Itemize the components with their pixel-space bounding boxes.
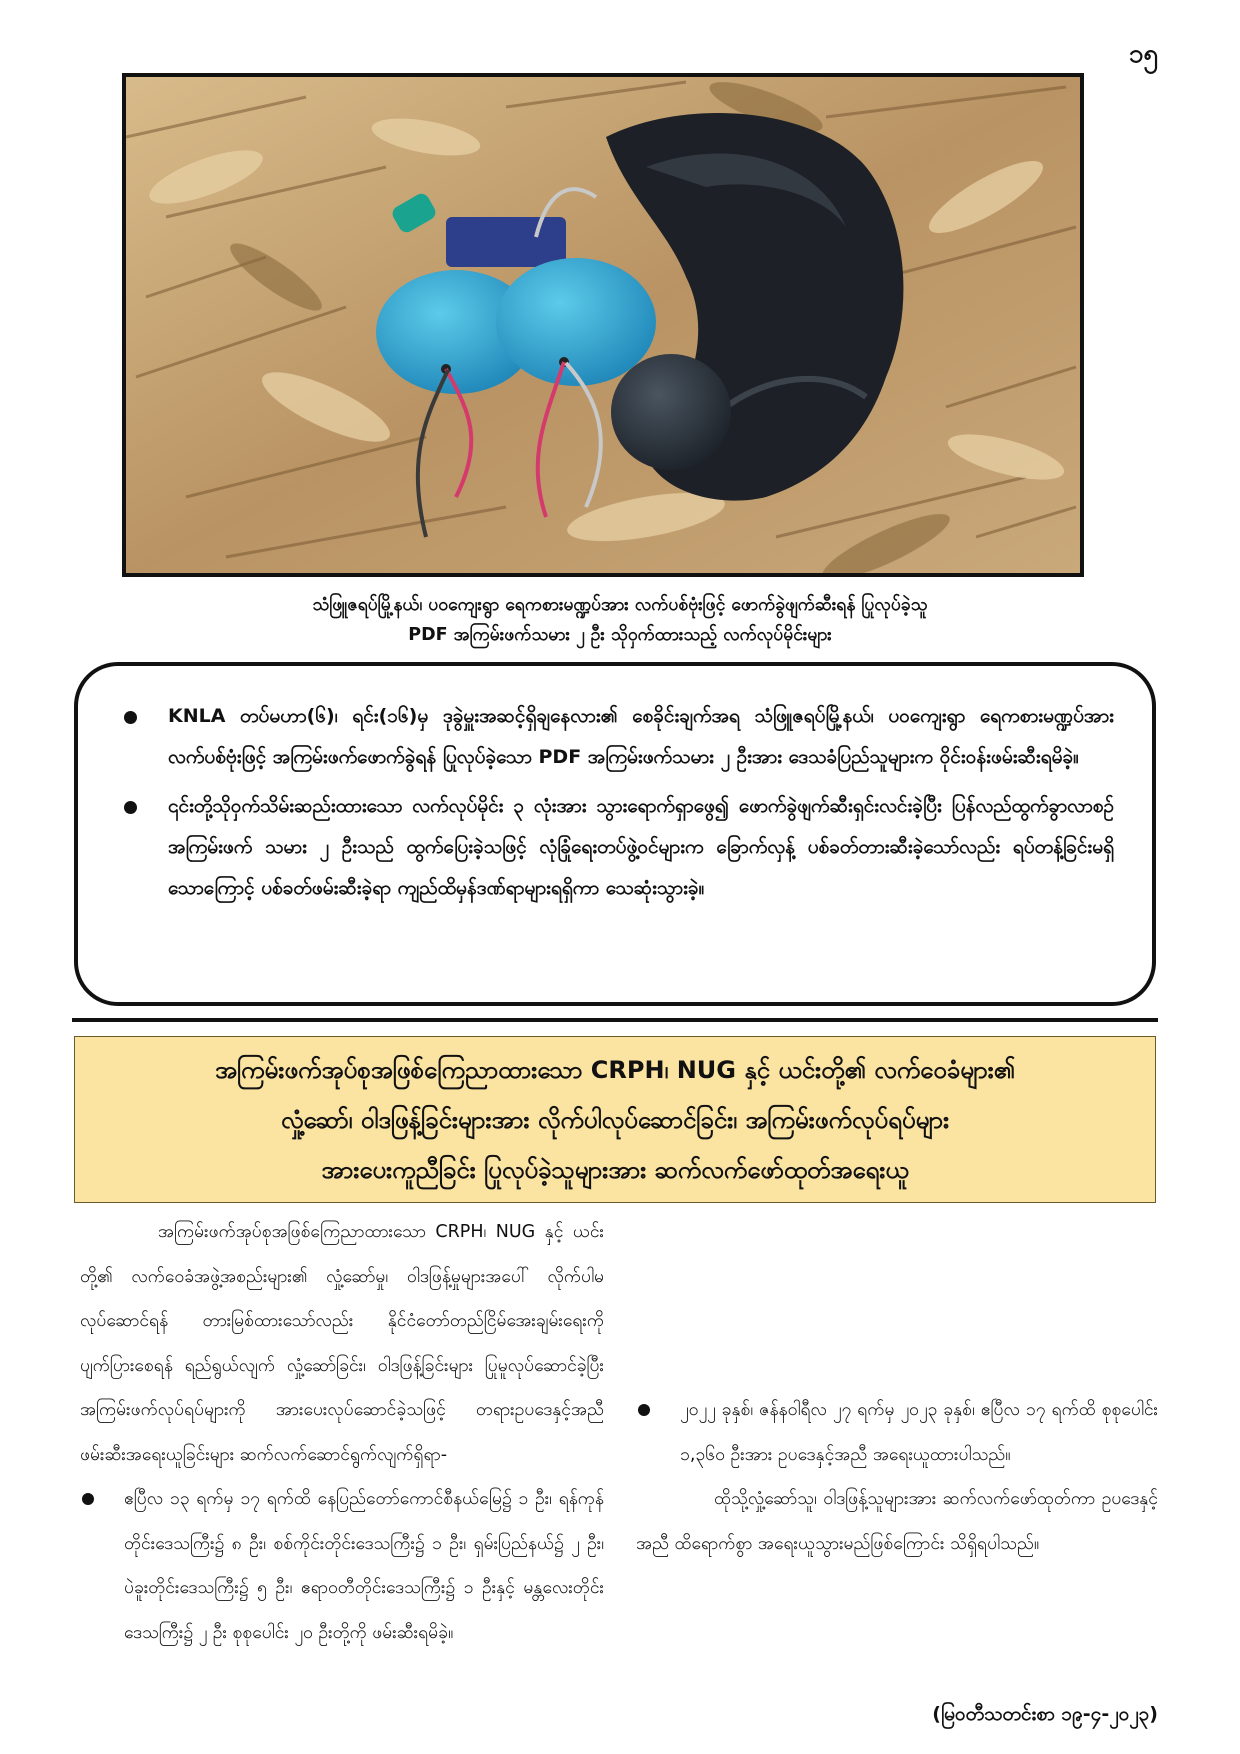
- summary-item: [118, 786, 1114, 909]
- article-bullet-item: [80, 1477, 604, 1655]
- bullet-icon: [124, 801, 137, 814]
- article-bullet-2-text: ၂၀၂၂ ခုနှစ်၊ ဇန်နဝါရီလ ၂၇ ရက်မှ ၂၀၂၃ ခုနှစ်၊ ဧပြီလ ၁၇ ရက်ထိ စုစုပေါင်း ၁,၃၆၀ ဦးအား ဥပဒေနှင့်အညီ အရေးယူထားပါသည်။: [680, 1400, 1158, 1465]
- article-bullet-item: [636, 1388, 1158, 1477]
- summary-item-text: ၎င်းတို့သိုဝှက်သိမ်းဆည်းထားသော လက်လုပ်မိုင်း ၃ လုံးအား သွားရောက်ရှာဖွေ၍ ဖောက်ခွဲဖျက်ဆီးရှင်းလင်းခဲ့ပြီး ပြန်လည်ထွက်ခွာလာစဉ် အကြမ်းဖက် သမား ၂ ဦးသည် ထွက်ပြေးခဲ့သဖြင့် လုံခြုံရေးတပ်ဖွဲ့ဝင်များက ခြောက်လှန့် ပစ်ခတ်တားဆီးခဲ့သော်လည်း ရပ်တန့်ခြင်းမရှိသောကြောင့် ပစ်ခတ်ဖမ်းဆီးခဲ့ရာ ကျည်ထိမှန်ဒဏ်ရာများရရှိကာ သေဆုံးသွားခဲ့။: [168, 795, 1114, 899]
- article-column-right: [636, 1210, 1158, 1566]
- article-intro: အကြမ်းဖက်အုပ်စုအဖြစ်ကြေညာထားသော CRPH၊ NUG နှင့် ယင်းတို့၏ လက်ဝေခံအဖွဲ့အစည်းများ၏ လှုံ့ဆော်မှု၊ ဝါဒဖြန့်မှုများအပေါ် လိုက်ပါမလုပ်ဆောင်ရန် တားမြစ်ထားသော်လည်း နိုင်ငံတော်တည်ငြိမ်အေးချမ်းရေးကို ပျက်ပြားစေရန် ရည်ရွယ်လျက် လှုံ့ဆော်ခြင်း၊ ဝါဒဖြန့်ခြင်းများ ပြုမူလုပ်ဆောင်ခဲ့ပြီး အကြမ်းဖက်လုပ်ရပ်များကို အားပေးလုပ်ဆောင်ခဲ့သဖြင့် တရားဥပဒေနှင့်အညီ ဖမ်းဆီးအရေးယူခြင်းများ ဆက်လက်ဆောင်ရွက်လျက်ရှိရာ-: [80, 1222, 604, 1465]
- article-source: (မြဝတီသတင်းစာ ၁၉-၄-၂၀၂၃): [932, 1703, 1158, 1725]
- caption-line-1: သံဖြူဇရပ်မြို့နယ်၊ ပဝကျေးရွာ ရေကစားမဏ္ဍပ်အား လက်ပစ်ဗုံးဖြင့် ဖောက်ခွဲဖျက်ဆီးရန် ပြုလုပ်ခဲ့သူ: [312, 595, 928, 615]
- news-photo: [122, 73, 1084, 577]
- article-bullet-1-text: ဧပြီလ ၁၃ ရက်မှ ၁၇ ရက်ထိ နေပြည်တော်ကောင်စီနယ်မြေ၌ ၁ ဦး၊ ရန်ကုန် တိုင်းဒေသကြီး၌ ၈ ဦး၊ စစ်ကိုင်းတိုင်းဒေသကြီး၌ ၁ ဦး၊ ရှမ်းပြည်နယ်၌ ၂ ဦး၊ ပဲခူးတိုင်းဒေသကြီး၌ ၅ ဦး၊ ဧရာဝတီတိုင်းဒေသကြီး၌ ၁ ဦးနှင့် မန္တလေးတိုင်းဒေသကြီး၌ ၂ ဦး စုစုပေါင်း ၂၀ ဦးတို့ကို ဖမ်းဆီးရမိခဲ့။: [124, 1489, 604, 1643]
- photo-caption: [120, 590, 1120, 650]
- bullet-icon: [82, 1493, 94, 1505]
- headline-line-3: အားပေးကူညီခြင်း ပြုလုပ်ခဲ့သူများအား ဆက်လက်ဖော်ထုတ်အရေးယူ: [321, 1155, 909, 1184]
- bullet-icon: [638, 1404, 650, 1416]
- page-number: ၁၅: [1128, 39, 1158, 69]
- caption-line-2: PDF အကြမ်းဖက်သမား ၂ ဦး သိုဝှက်ထားသည့် လက်လုပ်မိုင်းများ: [408, 625, 832, 645]
- article-column-left: [80, 1210, 604, 1655]
- summary-item-text: KNLA တပ်မဟာ(၆)၊ ရင်း(၁၆)မှ ဒုခွဲမှူးအဆင့်ရှိချနေလား၏ စေခိုင်းချက်အရ သံဖြူဇရပ်မြို့နယ်၊ ပဝကျေးရွာ ရေကစားမဏ္ဍပ်အား လက်ပစ်ဗုံးဖြင့် အကြမ်းဖက်ဖောက်ခွဲရန် ပြုလုပ်ခဲ့သော PDF အကြမ်းဖက်သမား ၂ ဦးအား ဒေသခံပြည်သူများက ဝိုင်းဝန်းဖမ်းဆီးရမိခဲ့။: [168, 705, 1114, 768]
- headline-box: [74, 1036, 1156, 1203]
- summary-box: [74, 662, 1156, 1006]
- headline-line-2: လှုံ့ဆော်၊ ဝါဒဖြန့်ခြင်းများအား လိုက်ပါလုပ်ဆောင်ခြင်း၊ အကြမ်းဖက်လုပ်ရပ်များ: [280, 1105, 950, 1134]
- summary-item: [118, 696, 1114, 778]
- summary-list: [118, 696, 1114, 909]
- bullet-icon: [124, 711, 137, 724]
- headline-line-1: အကြမ်းဖက်အုပ်စုအဖြစ်ကြေညာထားသော CRPH၊ NUG နှင့် ယင်းတို့၏ လက်ဝေခံများ၏: [214, 1055, 1016, 1084]
- landmine-photo-illustration: [126, 77, 1080, 573]
- article-closing: ထိုသို့လှုံ့ဆော်သူ၊ ဝါဒဖြန့်သူများအား ဆက်လက်ဖော်ထုတ်ကာ ဥပဒေနှင့်အညီ ထိရောက်စွာ အရေးယူသွားမည်ဖြစ်ကြောင်း သိရှိရပါသည်။: [636, 1489, 1158, 1554]
- section-divider: [72, 1018, 1158, 1022]
